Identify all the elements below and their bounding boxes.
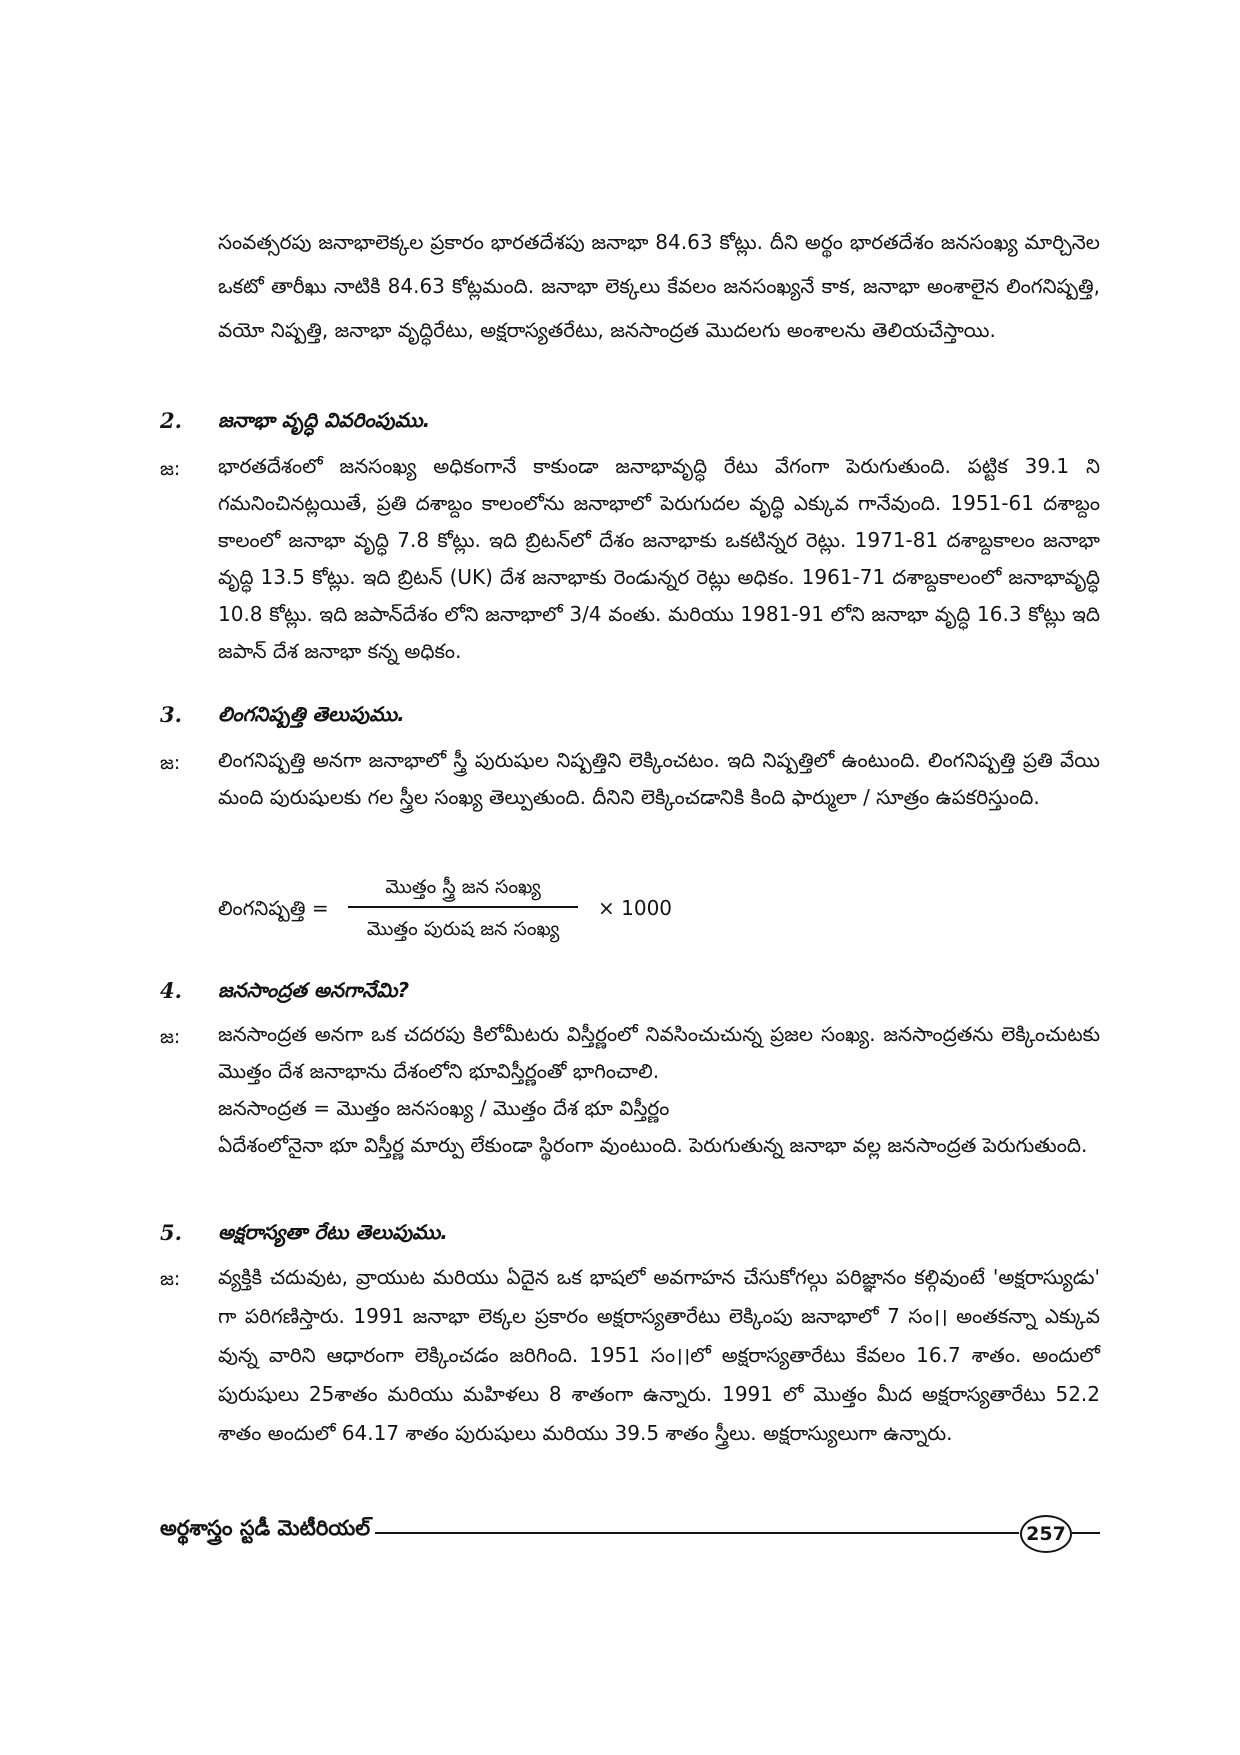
q3-answer-label: జ: [160, 752, 181, 774]
footer-rule-tail [1072, 1532, 1100, 1534]
q2-number: 2. [160, 408, 182, 433]
formula-denominator: మొత్తం పురుష జన సంఖ్య [366, 918, 560, 940]
formula-numerator: మొత్తం స్త్రీ జన సంఖ్య [385, 876, 541, 898]
q5-number: 5. [160, 1220, 182, 1245]
q5-answer: వ్యక్తికి చదువుట, వ్రాయుట మరియు ఏదైన ఒక భాషలో అవగాహన చేసుకోగల్గు పరిజ్ఞానం కల్గివుంటే 'అక్షరాస్యుడు' గా పరిగణిస్తారు. 1991 జనాభా లెక్కల ప్రకారం అక్షరాస్యతారేటు లెక్కింపు జనాభాలో 7 సం।। అంతకన్నా ఎక్కువ వున్న వారిని ఆధారంగా లెక్కించడం జరిగింది. 1951 సం।।లో అక్షరాస్యతారేటు కేవలం 16.7 శాతం. అందులో పురుషులు 25శాతం మరియు మహిళలు 8 శాతంగా ఉన్నారు. 1991 లో మొత్తం మీద అక్షరాస్యతారేటు 52.2 శాతం అందులో 64.17 శాతం పురుషులు మరియు 39.5 శాతం స్త్రీలు. అక్షరాస్యులుగా ఉన్నారు. [218, 1265, 1100, 1445]
q5-answer-label: జ: [160, 1268, 181, 1290]
q5-question: అక్షరాస్యతా రేటు తెలుపుము. [218, 1220, 448, 1244]
formula-lhs: లింగనిష్పత్తి = [218, 896, 329, 920]
q2-answer-label: జ: [160, 458, 181, 480]
q3-number: 3. [160, 702, 182, 727]
q3-answer: లింగనిష్పత్తి అనగా జనాభాలో స్త్రీ పురుషుల నిష్పత్తిని లెక్కించటం. ఇది నిష్పత్తిలో ఉంటుంది. లింగనిష్పత్తి ప్రతి వేయి మంది పురుషులకు గల స్త్రీల సంఖ్య తెల్పుతుంది. దీనిని లెక్కించడానికి కింది ఫార్ములా / సూత్రం ఉపకరిస్తుంది. [218, 748, 1100, 809]
fraction-bar [348, 906, 578, 908]
page-number: 257 [1020, 1515, 1072, 1553]
q4-answer: జనసాంద్రత అనగా ఒక చదరపు కిలోమీటరు విస్తీర్ణంలో నివసించుచున్న ప్రజల సంఖ్య. జనసాంద్రతను లెక్కించుటకు మొత్తం దేశ జనాభాను దేశంలోని భూవిస్తీర్ణంతో భాగించాలి. [218, 1022, 1100, 1083]
q3-question: లింగనిష్పత్తి తెలుపుము. [218, 702, 405, 726]
sex-ratio-formula [218, 870, 738, 950]
q4-answer-label: జ: [160, 1026, 181, 1048]
q4-formula: జనసాంద్రత = మొత్తం జనసంఖ్య / మొత్తం దేశ భూ విస్తీర్ణం [218, 1096, 670, 1120]
footer-rule [375, 1532, 1019, 1534]
q2-answer: భారతదేశంలో జనసంఖ్య అధికంగానే కాకుండా జనాభావృద్ధి రేటు వేగంగా పెరుగుతుంది. పట్టిక 39.1 ని గమనించినట్లయితే, ప్రతి దశాబ్దం కాలంలోను జనాభాలో పెరుగుదల వృద్ధి ఎక్కువ గానేవుంది. 1951-61 దశాబ్దం కాలంలో జనాభా వృద్ధి 7.8 కోట్లు. ఇది బ్రిటన్‌లో దేశం జనాభాకు ఒకటిన్నర రెట్లు. 1971-81 దశాబ్దకాలం జనాభా వృద్ధి 13.5 కోట్లు. ఇది బ్రిటన్ (UK) దేశ జనాభాకు రెండున్నర రెట్లు అధికం. 1961-71 దశాబ్దకాలంలో జనాభావృద్ధి 10.8 కోట్లు. ఇది జపాన్‌దేశం లోని జనాభాలో 3/4 వంతు. మరియు 1981-91 లోని జనాభా వృద్ధి 16.3 కోట్లు ఇది జపాన్ దేశ జనాభా కన్న అధికం. [218, 454, 1100, 663]
q2-question: జనాభా వృద్ధి వివరింపుము. [218, 408, 431, 432]
formula-multiplier: × 1000 [598, 896, 673, 920]
formula-fraction [348, 870, 578, 946]
intro-paragraph: సంవత్సరపు జనాభాలెక్కల ప్రకారం భారతదేశపు జనాభా 84.63 కోట్లు. దీని అర్థం భారతదేశం జనసంఖ్య మార్చినెల ఒకటో తారీఖు నాటికి 84.63 కోట్లమంది. జనాభా లెక్కలు కేవలం జనసంఖ్యనే కాక, జనాభా అంశాలైన లింగనిష్పత్తి, వయో నిష్పత్తి, జనాభా వృద్ధిరేటు, అక్షరాస్యతరేటు, జనసాంద్రత మొదలగు అంశాలను తెలియచేస్తాయి. [218, 230, 1100, 342]
q4-question: జనసాంద్రత అనగానేమి? [218, 978, 410, 1002]
footer-title: అర్థశాస్త్రం స్టడీ మెటీరియల్ [160, 1516, 371, 1540]
q4-note: ఏదేశంలోనైనా భూ విస్తీర్ణ మార్పు లేకుండా స్థిరంగా వుంటుంది. పెరుగుతున్న జనాభా వల్ల జనసాంద్రత పెరుగుతుంది. [218, 1133, 1088, 1157]
q4-number: 4. [160, 978, 182, 1003]
